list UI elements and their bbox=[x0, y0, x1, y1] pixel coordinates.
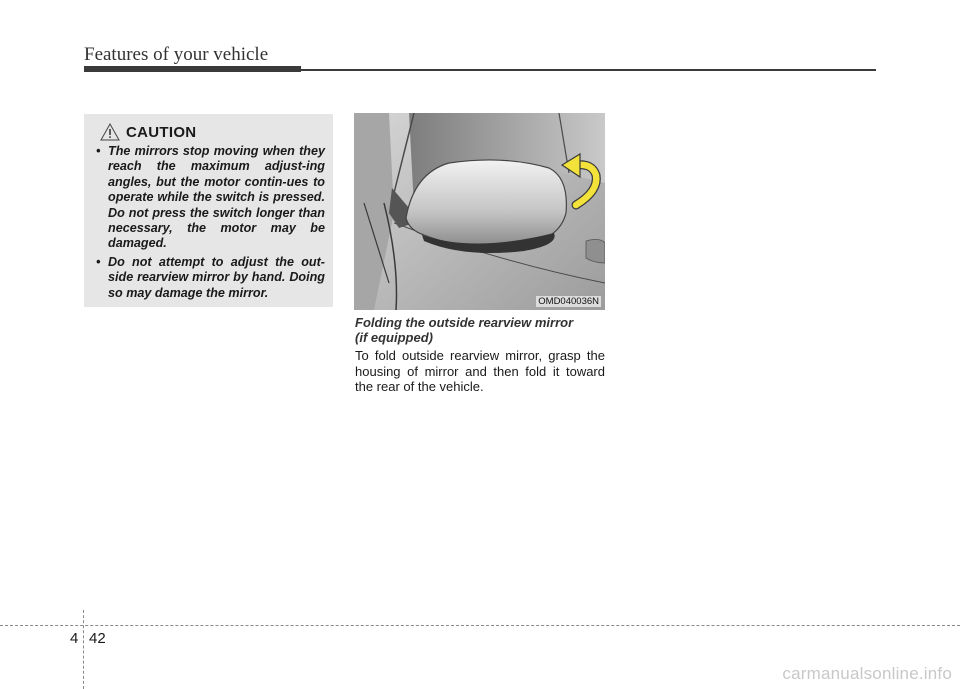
section-heading-line2: (if equipped) bbox=[355, 330, 433, 345]
figure-code: OMD040036N bbox=[538, 296, 599, 307]
watermark: carmanualsonline.info bbox=[782, 664, 952, 683]
warning-triangle-icon bbox=[100, 123, 120, 141]
mirror-illustration-svg bbox=[354, 113, 605, 310]
door-handle bbox=[586, 239, 605, 263]
caution-item-text: The mirrors stop moving when they reach the maximum adjust-ing angles, but the motor contin-ues to operate while the switch is pressed. Do not press the switch longer than necessary, the motor may be damaged. bbox=[108, 144, 325, 251]
mirror-housing bbox=[406, 160, 566, 247]
mirror-folding-illustration bbox=[354, 113, 605, 310]
caution-item-text: Do not attempt to adjust the out-side rearview mirror by hand. Doing so may damage the mirror. bbox=[108, 254, 325, 300]
footer-vertical-divider bbox=[83, 610, 84, 689]
caution-title: CAUTION bbox=[126, 123, 197, 141]
header-title: Features of your vehicle bbox=[84, 44, 269, 65]
chapter-number: 4 bbox=[70, 630, 79, 647]
page-number: 42 bbox=[89, 630, 106, 647]
caution-list bbox=[92, 144, 325, 301]
section-body: To fold outside rearview mirror, grasp the housing of mirror and then fold it toward the rear of the vehicle. bbox=[355, 348, 605, 394]
header-rule-thin bbox=[301, 69, 876, 71]
caution-item bbox=[92, 255, 325, 301]
header-rule-thick bbox=[84, 66, 301, 72]
section-heading-line1: Folding the outside rearview mirror bbox=[355, 315, 574, 330]
footer-divider bbox=[0, 625, 960, 626]
bullet-icon: • bbox=[96, 254, 101, 269]
caution-header bbox=[100, 122, 325, 142]
caution-item bbox=[92, 144, 325, 252]
section-heading bbox=[355, 315, 615, 345]
caution-box bbox=[84, 114, 333, 307]
bullet-icon: • bbox=[96, 144, 101, 158]
